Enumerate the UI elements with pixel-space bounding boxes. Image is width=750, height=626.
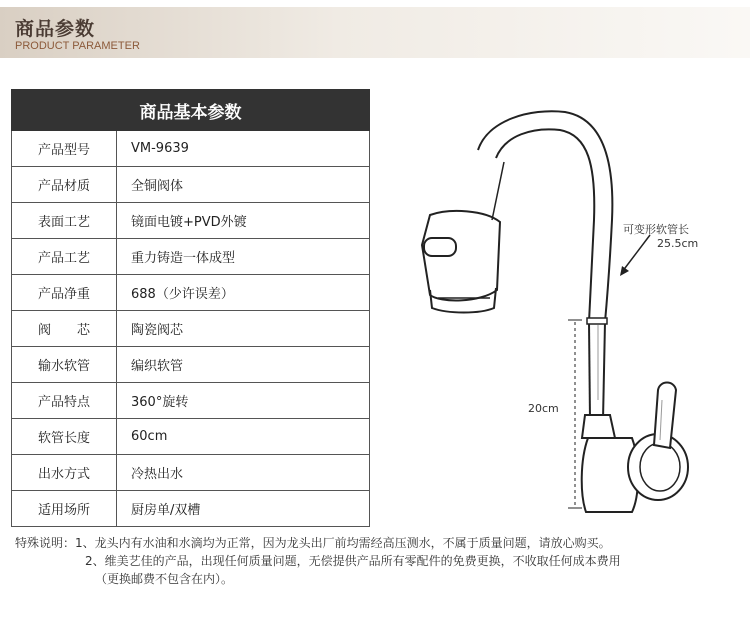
row-key: 输水软管 — [12, 347, 117, 383]
table-row — [12, 419, 370, 455]
table-row — [12, 311, 370, 347]
row-value: 编织软管 — [117, 347, 370, 383]
special-notes — [15, 534, 621, 588]
row-value: 重力铸造一体成型 — [117, 239, 370, 275]
section-title: 商品参数 — [15, 18, 96, 40]
row-value: 全铜阀体 — [117, 167, 370, 203]
notes-prefix: 特殊说明： — [15, 536, 76, 550]
table-row — [12, 455, 370, 491]
row-key: 出水方式 — [12, 455, 117, 491]
row-key: 产品工艺 — [12, 239, 117, 275]
faucet-drawing — [400, 100, 745, 520]
table-row — [12, 347, 370, 383]
row-key: 阀 芯 — [12, 311, 117, 347]
row-key: 产品净重 — [12, 275, 117, 311]
note-2-continued: （更换邮费不包含在内）。 — [95, 572, 234, 586]
row-value: VM-9639 — [117, 131, 370, 167]
table-row — [12, 239, 370, 275]
hose-length: 25.5cm — [657, 237, 699, 250]
note-1: 1、龙头内有水油和水滴均为正常，因为龙头出厂前均需经高压测水，不属于质量问题，请放心购买。 — [75, 536, 611, 550]
faucet-illustration — [400, 100, 745, 520]
spec-table-title: 商品基本参数 — [12, 90, 370, 131]
table-row — [12, 275, 370, 311]
hose-label: 可变形软管长 — [623, 223, 689, 236]
row-value: 360°旋转 — [117, 383, 370, 419]
section-header — [0, 7, 750, 58]
table-row — [12, 491, 370, 527]
height-label: 20cm — [528, 402, 559, 415]
row-key: 产品特点 — [12, 383, 117, 419]
row-value: 冷热出水 — [117, 455, 370, 491]
note-2: 2、维美艺佳的产品，出现任何质量问题，无偿提供产品所有零配件的免费更换，不收取任何成本费用 — [85, 554, 621, 568]
row-key: 产品材质 — [12, 167, 117, 203]
row-key: 适用场所 — [12, 491, 117, 527]
row-key: 产品型号 — [12, 131, 117, 167]
row-key: 表面工艺 — [12, 203, 117, 239]
table-row — [12, 383, 370, 419]
table-row — [12, 131, 370, 167]
table-row — [12, 203, 370, 239]
table-row — [12, 167, 370, 203]
row-value: 厨房单/双槽 — [117, 491, 370, 527]
row-value: 陶瓷阀芯 — [117, 311, 370, 347]
row-value: 60cm — [117, 419, 370, 455]
row-value: 镜面电镀+PVD外镀 — [117, 203, 370, 239]
row-value: 688（少许误差） — [117, 275, 370, 311]
spec-table — [11, 89, 370, 527]
section-subtitle: PRODUCT PARAMETER — [15, 40, 140, 52]
row-key: 软管长度 — [12, 419, 117, 455]
